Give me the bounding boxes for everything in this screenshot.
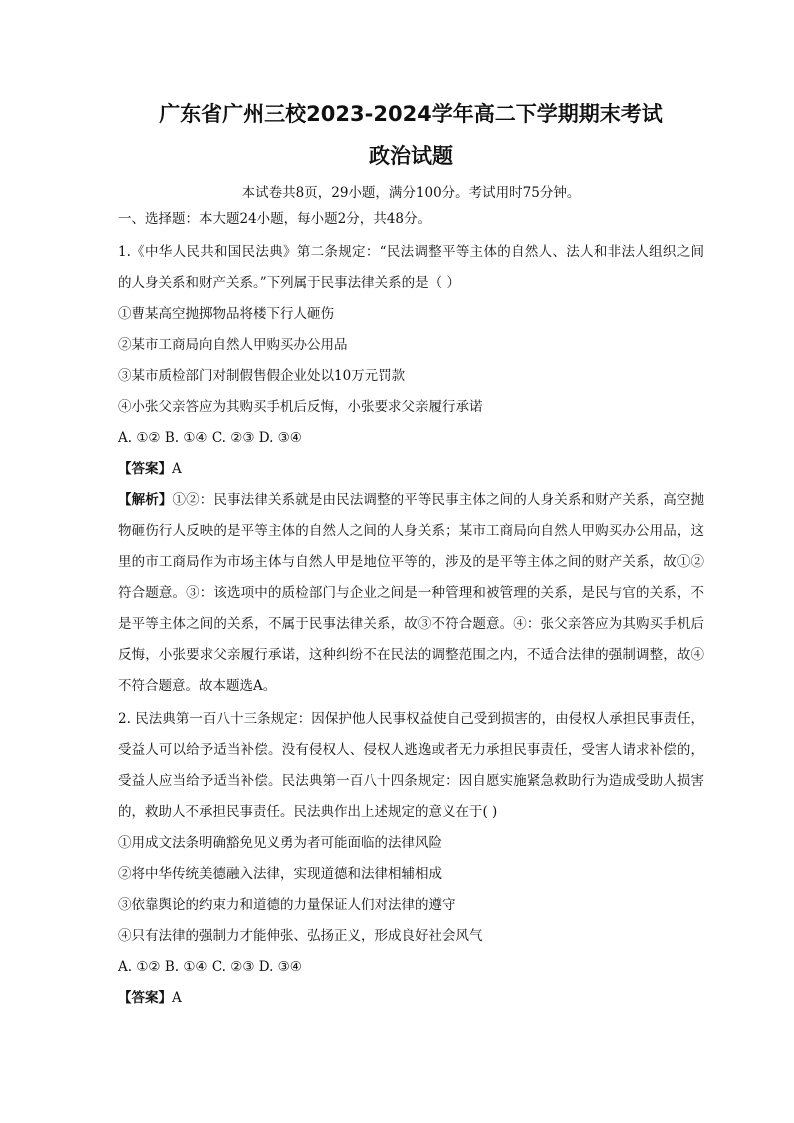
answer-value: A bbox=[172, 990, 182, 1006]
question-1-option-3: ③某市质检部门对制假售假企业处以10万元罚款 bbox=[118, 368, 406, 384]
question-1-option-2: ②某市工商局向自然人甲购买办公用品 bbox=[118, 337, 348, 353]
document-title: 广东省广州三校2023-2024学年高二下学期期末考试 bbox=[159, 102, 663, 126]
question-2-choices: A. ①② B. ①④ C. ②③ D. ③④ bbox=[118, 959, 302, 975]
section-heading: 一、选择题：本大题24小题，每小题2分，共48分。 bbox=[118, 211, 431, 227]
analysis-tag: 【解析】 bbox=[118, 492, 173, 508]
question-2-option-3: ③依靠舆论的约束力和道德的力量保证人们对法律的遵守 bbox=[118, 897, 456, 913]
document-subtitle: 政治试题 bbox=[369, 144, 453, 168]
question-2-answer bbox=[118, 983, 704, 1014]
answer-tag: 【答案】 bbox=[118, 990, 172, 1006]
question-1-choices: A. ①② B. ①④ C. ②③ D. ③④ bbox=[118, 430, 302, 446]
question-2-option-2: ②将中华传统美德融入法律，实现道德和法律相辅相成 bbox=[118, 866, 442, 882]
question-2-stem: 2. 民法典第一百八十三条规定：因保护他人民事权益使自己受到损害的，由侵权人承担民事责任，受益人可以给予适当补偿。没有侵权人、侵权人逃逸或者无力承担民事责任，受害人请求补偿的，受益人应当给予适当补偿。民法典第一百八十四条规定：因自愿实施紧急救助行为造成受助人损害的，救助人不承担民事责任。民法典作出上述规定的意义在于( ) bbox=[118, 711, 704, 820]
question-1-option-1: ①曹某高空抛掷物品将楼下行人砸伤 bbox=[118, 306, 334, 322]
analysis-text: ①②：民事法律关系就是由民法调整的平等民事主体之间的人身关系和财产关系，高空抛物砸伤行人反映的是平等主体的自然人之间的人身关系；某市工商局向自然人甲购买办公用品，这里的市工商局作为市场主体与自然人甲是地位平等的，涉及的是平等主体之间的财产关系，故①②符合题意。③：该选项中的质检部门与企业之间是一种管理和被管理的关系，是民与官的关系，不是平等主体之间的关系，不属于民事法律关系，故③不符合题意。④：张父亲答应为其购买手机后反悔，小张要求父亲履行承诺，这种纠纷不在民法的调整范围之内，不适合法律的强制调整，故④不符合题意。故本题选A。 bbox=[118, 492, 705, 694]
question-1-stem: 1.《中华人民共和国民法典》第二条规定：“民法调整平等主体的自然人、法人和非法人组织之间的人身关系和财产关系。”下列属于民事法律关系的是（ ） bbox=[118, 244, 704, 291]
question-1-answer bbox=[118, 454, 704, 485]
question-2-option-1: ①用成文法条明确豁免见义勇为者可能面临的法律风险 bbox=[118, 835, 442, 851]
exam-intro: 本试卷共8页，29小题，满分100分。考试用时75分钟。 bbox=[241, 185, 581, 201]
question-1-analysis bbox=[118, 485, 704, 702]
answer-value: A bbox=[172, 461, 182, 477]
question-2-option-4: ④只有法律的强制力才能伸张、弘扬正义，形成良好社会风气 bbox=[118, 928, 483, 944]
answer-tag: 【答案】 bbox=[118, 461, 172, 477]
question-1-option-4: ④小张父亲答应为其购买手机后反悔，小张要求父亲履行承诺 bbox=[118, 399, 483, 415]
